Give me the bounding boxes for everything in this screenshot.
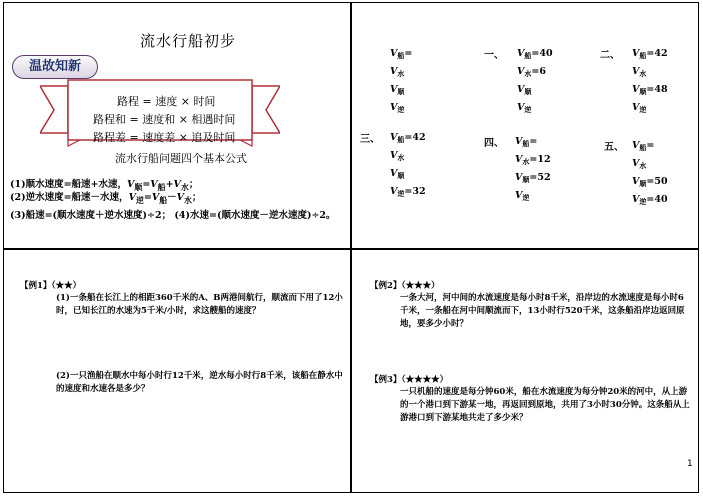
formula-2: (2)逆水速度=船速－水速，$V_逆=V_船-V_水$； [10, 192, 202, 205]
variable-subscript: 逆 [397, 105, 405, 114]
variable-symbol: V [632, 194, 640, 205]
variable-value: 50 [654, 176, 668, 187]
variable-subscript: 水 [522, 157, 530, 166]
variable-symbol: V [632, 176, 640, 187]
variable-symbol: V [632, 102, 640, 113]
example-1-heading: 【例1】（★★） [20, 281, 82, 291]
variable-subscript: 逆 [524, 105, 532, 114]
variable-value: 40 [539, 48, 553, 59]
equals-sign: = [529, 136, 538, 147]
scroll-line-1: 路程 = 速度 × 时间 [117, 95, 216, 108]
variable-subscript: 逆 [397, 189, 405, 198]
block-label: 三、 [360, 134, 380, 145]
equals-sign: = [646, 140, 655, 151]
variable-subscript: 顺 [522, 175, 530, 184]
example-1-question-2: (2)一只渔船在顺水中每小时行12千米，逆水每小时行8千米，该船在静水中的速度和水速各是多少？ [56, 371, 343, 394]
variable-row [515, 190, 529, 203]
formula-3-4: (3)船速=(顺水速度＋逆水速度)÷2； (4)水速=(顺水速度－逆水速度)÷2。 [10, 210, 336, 221]
variable-row [390, 132, 426, 145]
example-2-body: 一条大河，河中间的水流速度是每小时8千米，沿岸边的水流速度是每小时6千米，一条船在河中间顺流而下，13小时行520千米，这条船沿岸边返回原地，要多少小时？ [400, 293, 685, 329]
variable-subscript: 顺 [524, 87, 532, 96]
variable-symbol: V [390, 150, 398, 161]
variable-value: 52 [537, 172, 551, 183]
equals-sign: = [404, 186, 413, 197]
variable-subscript: 逆 [639, 197, 647, 206]
variable-subscript: 船 [524, 51, 532, 60]
variable-row [632, 102, 646, 115]
variable-value: 42 [654, 48, 668, 59]
variable-symbol: V [632, 84, 640, 95]
variable-symbol: V [390, 102, 398, 113]
equals-sign: = [404, 48, 413, 59]
equals-sign: = [646, 176, 655, 187]
variable-symbol: V [515, 190, 523, 201]
variable-row [632, 84, 668, 97]
variable-row [390, 168, 404, 181]
review-badge: 温故知新 [12, 55, 98, 79]
formula-1: (1)顺水速度=船速+水速，$V_顺=V_船+V_水$； [10, 179, 199, 192]
equals-sign: = [531, 48, 540, 59]
block-label: 二、 [600, 50, 620, 61]
variable-row [517, 66, 546, 79]
page-number: 1 [687, 459, 693, 469]
equals-sign: = [646, 48, 655, 59]
variable-subscript: 水 [639, 161, 647, 170]
variable-subscript: 船 [522, 139, 530, 148]
example-3-heading: 【例3】（★★★★） [370, 375, 449, 385]
variable-symbol: V [517, 102, 525, 113]
variable-row [632, 66, 646, 79]
variable-symbol: V [390, 66, 398, 77]
variable-symbol: V [517, 66, 525, 77]
variable-symbol: V [632, 158, 640, 169]
equals-sign: = [404, 132, 413, 143]
page-title: 流水行船初步 [140, 32, 237, 50]
variable-value: 40 [654, 194, 668, 205]
variable-symbol: V [632, 66, 640, 77]
variable-row [390, 66, 404, 79]
variable-row [390, 102, 404, 115]
variable-symbol: V [515, 172, 523, 183]
equals-sign: = [531, 66, 540, 77]
variable-value: 32 [412, 186, 426, 197]
block-label: 一、 [484, 50, 504, 61]
variable-subscript: 船 [639, 51, 647, 60]
variable-symbol: V [390, 168, 398, 179]
variable-symbol: V [390, 132, 398, 143]
example-3-body: 一只机船的速度是每分钟60米，船在水流速度为每分钟20米的河中，从上游的一个港口到下游某一地，再返回到原地，共用了3小时30分钟。这条船从上游港口到下游某地共走了多少米？ [400, 387, 690, 423]
variable-row [517, 84, 531, 97]
horizontal-divider [3, 248, 699, 250]
variable-value: 42 [412, 132, 426, 143]
variable-symbol: V [517, 84, 525, 95]
variable-row [515, 172, 551, 185]
variable-symbol: V [390, 84, 398, 95]
variable-subscript: 顺 [639, 179, 647, 188]
variable-row [632, 194, 668, 207]
variable-row [632, 48, 668, 61]
variable-subscript: 船 [397, 51, 405, 60]
equals-sign: = [529, 172, 538, 183]
variable-subscript: 顺 [639, 87, 647, 96]
variable-subscript: 水 [639, 69, 647, 78]
variable-row [390, 48, 412, 61]
variable-row [517, 102, 531, 115]
block-label: 五、 [604, 142, 624, 153]
variable-subscript: 水 [524, 69, 532, 78]
variable-subscript: 水 [397, 69, 405, 78]
variable-symbol: V [517, 48, 525, 59]
variable-symbol: V [515, 136, 523, 147]
equals-sign: = [646, 194, 655, 205]
variable-value: 48 [654, 84, 668, 95]
variable-value: 12 [537, 154, 551, 165]
variable-symbol: V [390, 186, 398, 197]
variable-subscript: 顺 [397, 171, 405, 180]
variable-row [515, 136, 537, 149]
scroll-line-3: 路程差 = 速度差 × 追及时间 [93, 131, 236, 144]
variable-row [517, 48, 553, 61]
equals-sign: = [529, 154, 538, 165]
variable-symbol: V [632, 48, 640, 59]
variable-symbol: V [390, 48, 398, 59]
variable-row [632, 140, 654, 153]
variable-subscript: 逆 [522, 193, 530, 202]
variable-symbol: V [515, 154, 523, 165]
variable-subscript: 船 [397, 135, 405, 144]
variable-row [515, 154, 551, 167]
variable-value: 6 [539, 66, 546, 77]
block-label: 四、 [484, 138, 504, 149]
variable-subscript: 逆 [639, 105, 647, 114]
scroll-line-2: 路程和 = 速度和 × 相遇时间 [93, 113, 236, 126]
variable-row [390, 186, 426, 199]
variable-subscript: 顺 [397, 87, 405, 96]
variable-symbol: V [632, 140, 640, 151]
variable-row [390, 150, 404, 163]
variable-subscript: 水 [397, 153, 405, 162]
variable-row [632, 158, 646, 171]
formula-subtitle: 流水行船问题四个基本公式 [115, 152, 247, 165]
variable-subscript: 船 [639, 143, 647, 152]
variable-row [390, 84, 404, 97]
example-1-question-1: (1)一条船在长江上的相距360千米的A、B两港间航行，顺流而下用了12小时，已知长江的水速为5千米/小时，求这艘船的速度？ [56, 293, 343, 316]
equals-sign: = [646, 84, 655, 95]
variable-row [632, 176, 668, 189]
example-2-heading: 【例2】（★★★） [370, 281, 440, 291]
